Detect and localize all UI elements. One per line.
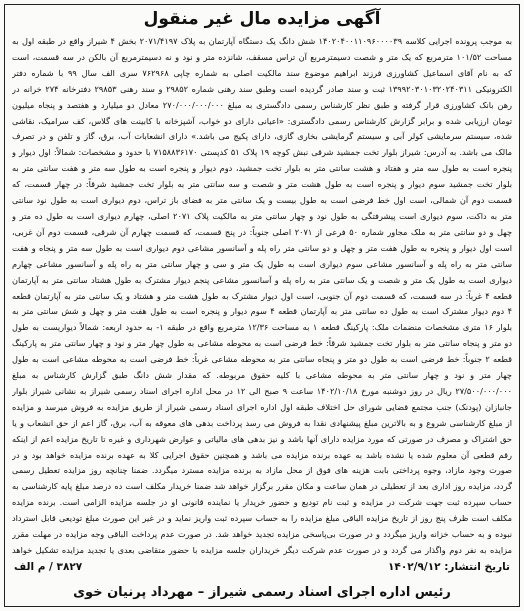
notice-title: آگهی مزایده مال غیر منقول — [143, 9, 381, 29]
notice-footer-row — [14, 561, 510, 577]
notice-body: به موجب پرونده اجرایی کلاسه ۱۴۰۲۰۴۰۰۱۱۰۹۶۰۰۰۰۳۹ شش دانگ یک دستگاه آپارتمان به پلاک ۲۰۷۱/۴۱۹۷ بخش ۴ شیراز واقع در طبقه اول به مساحت ۱۰۱/۵۲ مترمربع که یک متر و شصت دسیمترمربع آن تراس مسقف، شانزده متر و نود و نه دسیمترمربع آن بالکن در سه قسمت، است که به نام آقای اسماعیل کشاورزی فرزند ابراهیم موضوع سند مالکیت اصلی به شماره چاپی ۷۶۲۹۶۸ سری الف سال ۹۹ با شماره دفتر الکترونیکی ۱۳۹۹۲۰۳۰۱۰۳۲۰۲۴۰۳۱۱ ثبت و سند صادر گردیده است وطبق سند رهنی شماره ۲۹۸۵۲ و سند رهنی ۲۹۸۵۳ دفترخانه ۲۷۴ خرانه در رهن بانک کشاورزی قرار گرفته و طبق نظر کارشناس رسمی دادگستری به مبلغ ۲۷۰/۰۰۰/۰۰۰/۰۰۰ معادل دو میلیارد و هفتصد و پنجاه میلیون تومان ارزیابی شده و برابر گزارش کارشناس رسمی دادگستری: «اعیانی دارای دو خواب، آشپزخانه با کابینت های گلاس، کف سرامیک، نقاشی شده، سیستم سرمایشی کولر آبی و سیستم گرمایشی بخاری گازی، دارای پکیج می باشد.» دارای انشعابات آب، برق، گاز و تلفن و در تصرف مالک می باشد. به آدرس: شیراز بلوار تخت جمشید شرقی نبش کوچه ۱۹ پلاک ۵۱ کدپستی ۷۱۵۸۸۳۶۱۷۰ با حدود و مشخصات: شمالاً: اول دیوار و پنجره است به طول سه متر و هفتاد و هشت سانتی متر به بلوار تخت جمشید، دوم دیوار و پنجره است به طول سه متر و هفت سانتی متر به بلوار تخت جمشید سوم دیوار و پنجره است به طول هشت متر و شصت و سه سانتی متر به بلوار تخت جمشید شرقاً: در چهار قسمت، که قسمت دوم آن شمالی، است اول خط فرضی است به طول بیست و یک سانتی متر به فضای باز تراس، دوم دیواری است به طول نود سانتی متر به داکت، سوم دیواری است پیشرفتگی به طول نود و چهار سانتی متر به مالکیت پلاک ۲۰۷۱ اصلی، چهارم دیواری است به طول ده متر و چهل و دو سانتی متر به ملک مجاور شماره ۵۰ فرعی از ۲۰۷۱ اصلی جنوباً: در پنج قسمت، که قسمت چهارم آن شرقی، قسمت دوم آن غربی، است اول دیوار و پنجره به طول هفت متر و چهل و دو سانتی متر راه پله و آسانسور مشاعی دوم دیواری است به طول سه متر و پنجاه و هفت سانتی متر به راه پله و آسانسور مشاعی سوم دیواری است به طول یک متر و سی و چهار سانتی متر به راه پله و آسانسور مشاعی چهارم دیواری است به طول یک متر و شصت و یک سانتی متر به راه پله و آسانسور مشاعی پنجم دیوار مشترک به طول هشتاد سانتی متر به آپارتمان قطعه ۴ غرباً: در سه قسمت، که قسمت دوم آن جنوبی، است اول دیوار مشترک به طول هشت متر و هشتاد و یک سانتی متر به آپارتمان قطعه ۴ دوم دیوار مشترک است به طول ده سانتی متر به آپارتمان قطعه ۴ سوم دیوار و پنجره است به طول هفت متر و چهل و شش سانتی متر به بلوار ۱۶ متری مشخصات منضمات ملک: پارکینگ قطعه ۱ به مساحت ۱۲/۳۶ مترمربع واقع در طبقه ۱- به حدود اربعه: شمالاً دیواریست به طول دو متر و پنجاه سانتی متر به بلوار تخت جمشید شرقاً: خط فرضی است به محوطه مشاعی به طول چهار متر و نود و چهار سانتی متر به پارکینگ قطعه ۲ جنوباً: خط فرضی است به طول دو متر و پنجاه سانتی متر به محوطه مشاعی غرباً: خط فرضی است به محوطه مشاعی است به طول چهار متر و نود و چهار سانتی متر به محوطه مشاعی با کلیه حقوق مربوطه. که مقدار شش دانگ طبق گزارش کارشناس به مبلغ ۲۷/۵۰۰/۰۰۰/۰۰۰ ریال در روز دوشنبه مورخ ۱۴۰۲/۱۰/۱۸ ساعت ۹ صبح الی ۱۲ در محل اداره اجرای اسناد رسمی شیراز به نشانی شیراز بلوار جانبازان (پودنک) جنب مجتمع قضایی شورای حل اختلاف طبقه اول اداره اجرای اسناد رسمی شیراز از طریق مزایده به فروش میرسد و مزایده از مبلغ کارشناسی شروع و به بالاترین مبلغ پیشنهادی نقدا به فروش می رسد پرداخت بدهی های معوقه به آب، برق، گاز اعم از حق انشعاب و یا حق اشتراک و مصرف در صورتی که مورد مزایده دارای آنها باشد و نیز بدهی های مالیاتی و عوارض شهرداری و غیره تا تاریخ مزایده اعم از اینکه رقم قطعی آن معلوم شده یا نشده باشد به عهده برنده مزایده می باشد و همچنین حقوق اجرایی کلا به عهده برنده مزایده خواهد بود و در صورت وجود مازاد، وجوه پرداختی بابت هزینه های فوق از محل مازاد به برنده مزایده مسترد میگردد. ضمنا چنانچه روز مزایده تعطیل رسمی گردد، مزایده روز اداری بعد از تعطیلی در همان ساعت و مکان مقرر برگزار خواهد شد ضمنا خریدار مکلف است ده درصد مبلغ پایه کارشناسی به حساب سپرده ثبت جهت شرکت در مزایده و ثبت نام تودیع و حضور خریدار یا نماینده قانونی او در جلسه مزایده الزامی است. برنده مزایده مکلف است ظرف پنج روز از تاریخ مزایده الباقی مبلغ مزایده را به حساب سپرده ثبت واریز نماید و در غیر این صورت مبلغ تودیعی قابل استرداد نبوده و به حساب خزانه واریز میگردد و در صورت بی‌پاسخی مزایده تجدید خواهد شد. در صورت عدم پرداخت الباقی وجه مزایده در مهلت مقرر مزایده به نفر دوم واگذار می گردد و در صورت عدم شرکت دیگر خریداران جلسه مزایده با حضور متقاضی بعدی یا تجدید مزایده تشکیل خواهد — [12, 36, 512, 555]
notice-code: ۳۸۲۷ / م الف — [14, 561, 83, 573]
signature-line: رئیس اداره اجرای اسناد رسمی شیراز – مهرداد پرنیان خوی — [73, 585, 451, 600]
publish-date: تاریخ انتشار: ۱۴۰۲/۹/۱۲ — [388, 561, 510, 573]
